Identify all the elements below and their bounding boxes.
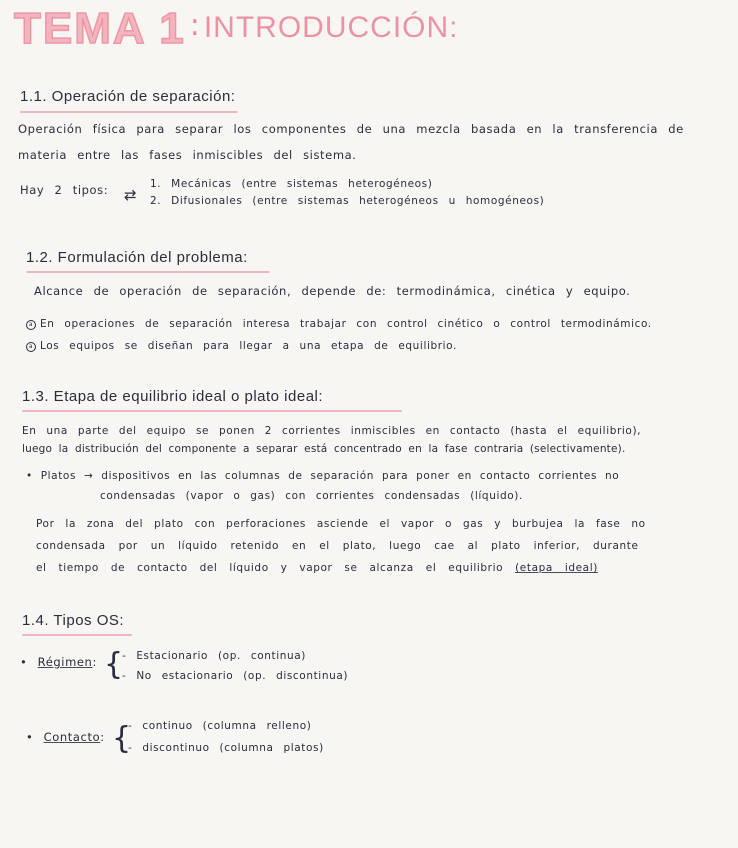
s12-bullet-1-text: En operaciones de separación interesa trabajar con control cinético o control termodinámico. xyxy=(40,318,652,330)
title-main: TEMA 1 xyxy=(14,4,186,53)
s13-description-line-1: Por la zona del plato con perforaciones asciende el vapor o gas y burbujea la fase no xyxy=(36,518,646,530)
section-1-2-heading: 1.2. Formulación del problema: xyxy=(26,249,248,266)
s12-bullet-2-text: Los equipos se diseñan para llegar a una etapa de equilibrio. xyxy=(40,340,457,352)
contacto-label: • Contacto: xyxy=(26,730,105,744)
s13-description-line-3-text: el tiempo de contacto del líquido y vapor se alcanza el equilibrio xyxy=(36,562,504,574)
s13-description-line-3 xyxy=(36,562,598,574)
contacto-colon: : xyxy=(100,730,105,744)
regimen-label: • Régimen: xyxy=(20,655,97,669)
s13-description-line-2: condensada por un líquido retenido en el plato, luego cae al plato inferior, durante xyxy=(36,540,639,552)
section-1-1-highlight xyxy=(20,111,238,113)
s11-types-label: Hay 2 tipos: xyxy=(20,183,109,197)
page-title xyxy=(14,4,458,54)
s12-bullet-2 xyxy=(26,340,457,352)
section-1-3-heading: 1.3. Etapa de equilibrio ideal o plato ideal: xyxy=(22,388,324,405)
s12-bullet-1 xyxy=(26,318,652,330)
regimen-option-1: - Estacionario (op. continua) xyxy=(122,650,306,662)
s13-paragraph-line-2: luego la distribución del componente a separar está concentrado en la fase contraria (selectivamente). xyxy=(22,443,626,455)
brace-icon: { xyxy=(104,647,124,682)
title-separator: : xyxy=(189,8,200,43)
bullet-circle-icon: a xyxy=(26,320,36,330)
regimen-colon: : xyxy=(92,655,97,669)
section-1-4-highlight xyxy=(22,634,132,636)
title-subtitle: INTRODUCCIÓN: xyxy=(203,11,459,44)
section-1-1-heading: 1.1. Operación de separación: xyxy=(20,88,236,105)
contacto-label-text: Contacto xyxy=(43,730,101,744)
contacto-option-2: - discontinuo (columna platos) xyxy=(128,742,324,754)
s11-type-1: 1. Mecánicas (entre sistemas heterogéneos) xyxy=(150,178,433,190)
s11-type-2: 2. Difusionales (entre sistemas heterogéneos u homogéneos) xyxy=(150,195,545,207)
s12-paragraph: Alcance de operación de separación, depende de: termodinámica, cinética y equipo. xyxy=(34,284,631,298)
contacto-option-1: - continuo (columna relleno) xyxy=(128,720,312,732)
s13-platos-line-1: • Platos → dispositivos en las columnas de separación para poner en contacto corrientes no xyxy=(26,470,620,482)
section-1-2-highlight xyxy=(26,271,270,273)
section-1-4-heading: 1.4. Tipos OS: xyxy=(22,612,125,629)
bullet-circle-icon: a xyxy=(26,342,36,352)
s13-paragraph-line-1: En una parte del equipo se ponen 2 corrientes inmiscibles en contacto (hasta el equilibrio), xyxy=(22,425,642,437)
s11-paragraph-line-1: Operación física para separar los componentes de una mezcla basada en la transferencia de xyxy=(18,122,684,136)
brace-icon: { xyxy=(112,721,132,756)
s13-platos-line-2: condensadas (vapor o gas) con corrientes condensadas (líquido). xyxy=(100,490,523,502)
etapa-ideal-note: (etapa ideal) xyxy=(515,562,598,574)
section-1-3-highlight xyxy=(22,410,402,412)
s11-paragraph-line-2: materia entre las fases inmiscibles del sistema. xyxy=(18,148,357,162)
regimen-option-2: - No estacionario (op. discontinua) xyxy=(122,670,349,682)
split-arrow-icon: ⇄ xyxy=(124,186,138,204)
regimen-label-text: Régimen xyxy=(37,655,93,669)
